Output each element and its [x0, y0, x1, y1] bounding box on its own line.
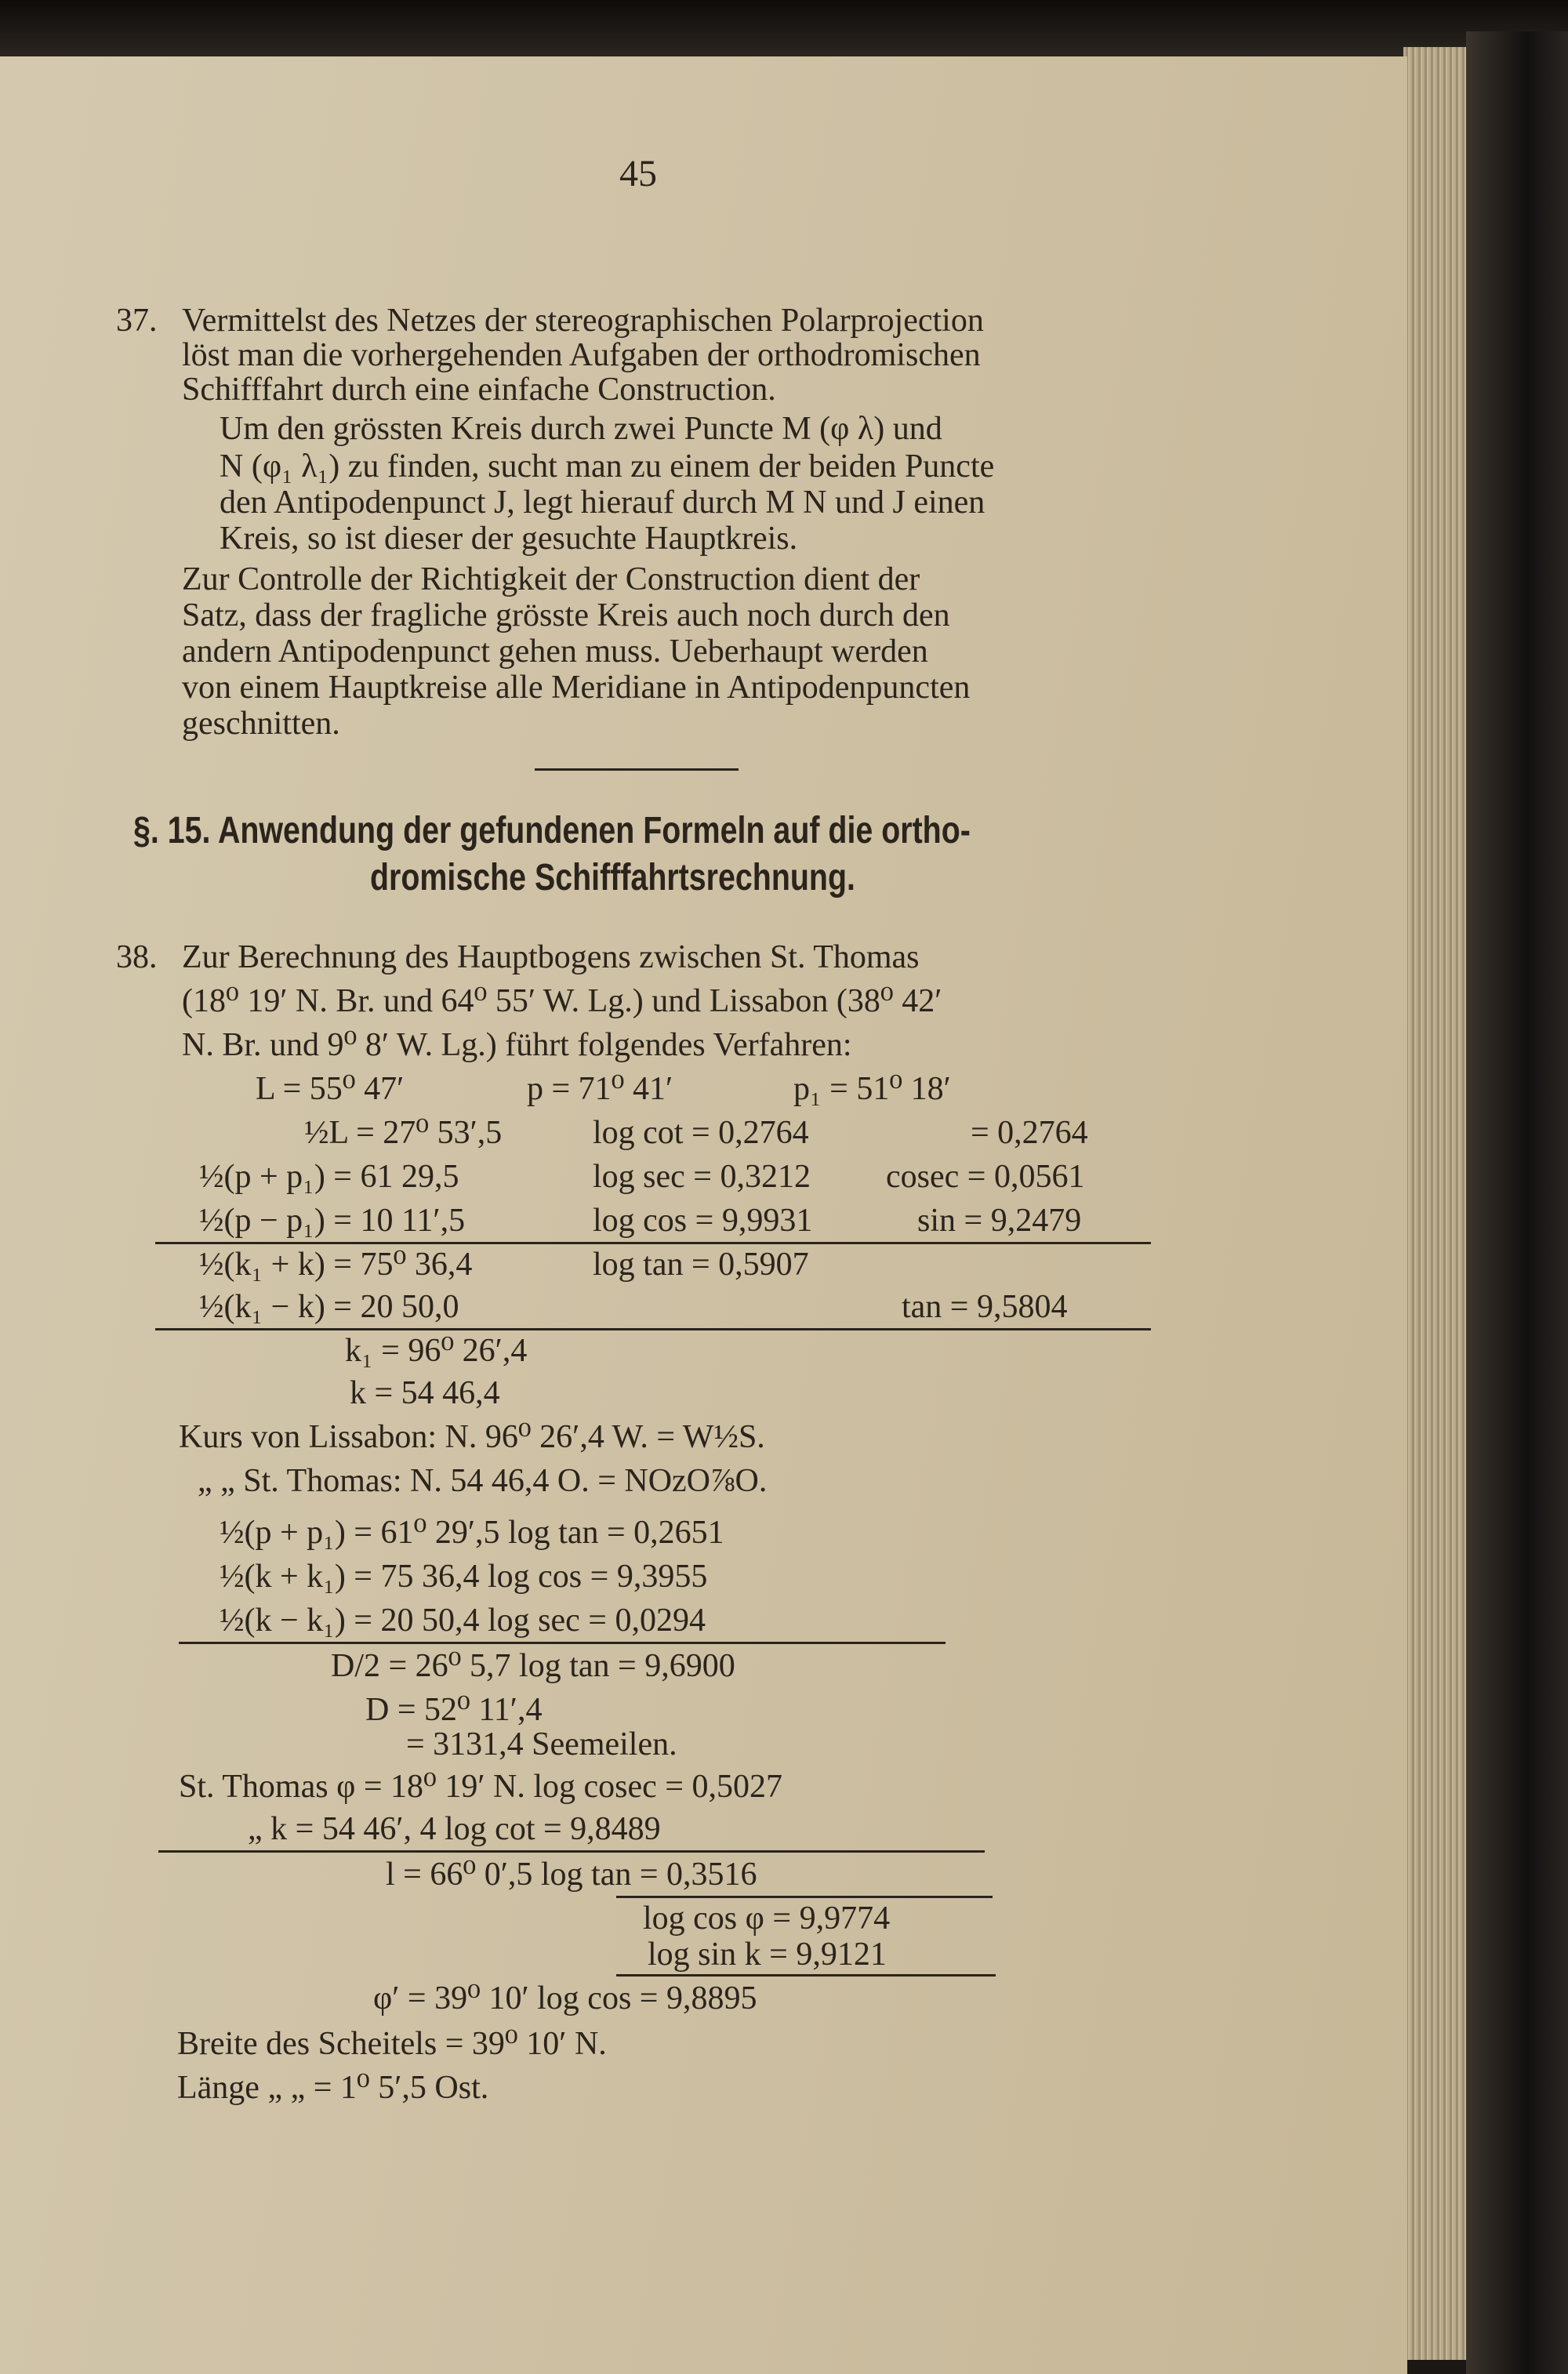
calc2-line: D/2 = 26⁰ 5,7 log tan = 9,6900: [331, 1648, 735, 1684]
text-line: Kreis, so ist dieser der gesuchte Hauptkreis.: [220, 521, 798, 557]
text-line: von einem Hauptkreise alle Meridiane in Antipodenpuncten: [182, 670, 971, 706]
calc-cell: sin = 9,2479: [917, 1203, 1082, 1239]
calc-rule: [616, 1974, 996, 1977]
calc-rule: [158, 1850, 985, 1853]
calc-cell: log cot = 0,2764: [593, 1115, 809, 1151]
text-line: (18⁰ 19′ N. Br. und 64⁰ 55′ W. Lg.) und Lissabon (38⁰ 42′: [182, 983, 942, 1019]
section-divider: [535, 768, 739, 771]
calc-rule: [155, 1328, 1151, 1330]
calc-rule: [179, 1642, 946, 1644]
calc-cell: ½(p + p₁) = 61 29,5: [199, 1159, 459, 1195]
calc-cell: p = 71⁰ 41′: [527, 1071, 673, 1107]
text-line: den Antipodenpunct J, legt hierauf durch M N und J einen: [220, 485, 985, 521]
text-line: Zur Berechnung des Hauptbogens zwischen St. Thomas: [182, 939, 920, 975]
paragraph-number-37: 37.: [116, 303, 158, 339]
calc2-line: ½(k + k₁) = 75 36,4 log cos = 9,3955: [220, 1559, 708, 1595]
closing-line: Länge „ „ = 1⁰ 5′,5 Ost.: [177, 2070, 489, 2106]
calc-cell: ½L = 27⁰ 53′,5: [304, 1115, 503, 1151]
calc-cell: k = 54 46,4: [350, 1375, 500, 1411]
calc3-line: l = 66⁰ 0′,5 log tan = 0,3516: [386, 1857, 757, 1893]
calc2-line: ½(k − k₁) = 20 50,4 log sec = 0,0294: [220, 1603, 706, 1639]
calc2-line: D = 52⁰ 11′,4: [365, 1692, 543, 1728]
text-line: löst man die vorhergehenden Aufgaben der orthodromischen: [182, 337, 981, 373]
calc-rule: [616, 1896, 993, 1898]
text-line: Um den grössten Kreis durch zwei Puncte M (φ λ) und: [220, 411, 942, 447]
course-line: Kurs von Lissabon: N. 96⁰ 26′,4 W. = W½S.: [179, 1419, 765, 1455]
closing-line: Breite des Scheitels = 39⁰ 10′ N.: [177, 2026, 607, 2062]
calc-cell: cosec = 0,0561: [886, 1159, 1085, 1195]
text-line: geschnitten.: [182, 706, 340, 742]
calc-cell: L = 55⁰ 47′: [256, 1071, 405, 1107]
text-line: N. Br. und 9⁰ 8′ W. Lg.) führt folgendes Verfahren:: [182, 1027, 852, 1063]
section-heading-cont: dromische Schifffahrtsrechnung.: [370, 857, 855, 898]
text-line: andern Antipodenpunct gehen muss. Ueberhaupt werden: [182, 633, 928, 670]
text-line: Satz, dass der fragliche grösste Kreis auch noch durch den: [182, 597, 950, 633]
calc-cell: = 0,2764: [971, 1115, 1088, 1151]
page-edges-binding: [1403, 47, 1466, 2360]
calc3-line: log sin k = 9,9121: [648, 1937, 887, 1973]
calc2-line: ½(p + p₁) = 61⁰ 29′,5 log tan = 0,2651: [220, 1515, 724, 1551]
book-cover-edge: [1466, 31, 1568, 2374]
section-heading: §. 15. Anwendung der gefundenen Formeln auf die ortho-: [133, 810, 971, 851]
calc-rule: [155, 1242, 1151, 1244]
calc3-line: log cos φ = 9,9774: [643, 1900, 891, 1937]
text-line: Schifffahrt durch eine einfache Construction.: [182, 372, 776, 408]
text-line: N (φ₁ λ₁) zu finden, sucht man zu einem der beiden Puncte: [220, 448, 995, 485]
calc-cell: log cos = 9,9931: [593, 1203, 813, 1239]
text-line: Vermittelst des Netzes der stereographischen Polarprojection: [182, 303, 984, 339]
calc-cell: p₁ = 51⁰ 18′: [793, 1071, 951, 1107]
page-number: 45: [619, 153, 657, 194]
calc3-line: φ′ = 39⁰ 10′ log cos = 9,8895: [373, 1980, 757, 2016]
paragraph-number-38: 38.: [116, 939, 158, 975]
calc-cell: k₁ = 96⁰ 26′,4: [345, 1333, 528, 1369]
text-line: Zur Controlle der Richtigkeit der Construction dient der: [182, 561, 920, 597]
scan-edge-top: [0, 0, 1568, 56]
calc-cell: ½(p − p₁) = 10 11′,5: [199, 1203, 466, 1239]
calc-cell: ½(k₁ + k) = 75⁰ 36,4: [199, 1247, 473, 1283]
calc3-line: St. Thomas φ = 18⁰ 19′ N. log cosec = 0,5027: [179, 1769, 782, 1805]
course-line: „ „ St. Thomas: N. 54 46,4 O. = NOzO⅞O.: [198, 1463, 768, 1499]
calc2-line: = 3131,4 Seemeilen.: [406, 1726, 677, 1762]
calc-cell: log sec = 0,3212: [593, 1159, 811, 1195]
calc-cell: ½(k₁ − k) = 20 50,0: [199, 1289, 459, 1325]
calc-cell: log tan = 0,5907: [593, 1247, 809, 1283]
calc-cell: tan = 9,5804: [902, 1289, 1068, 1325]
calc3-line: „ k = 54 46′, 4 log cot = 9,8489: [248, 1811, 661, 1847]
